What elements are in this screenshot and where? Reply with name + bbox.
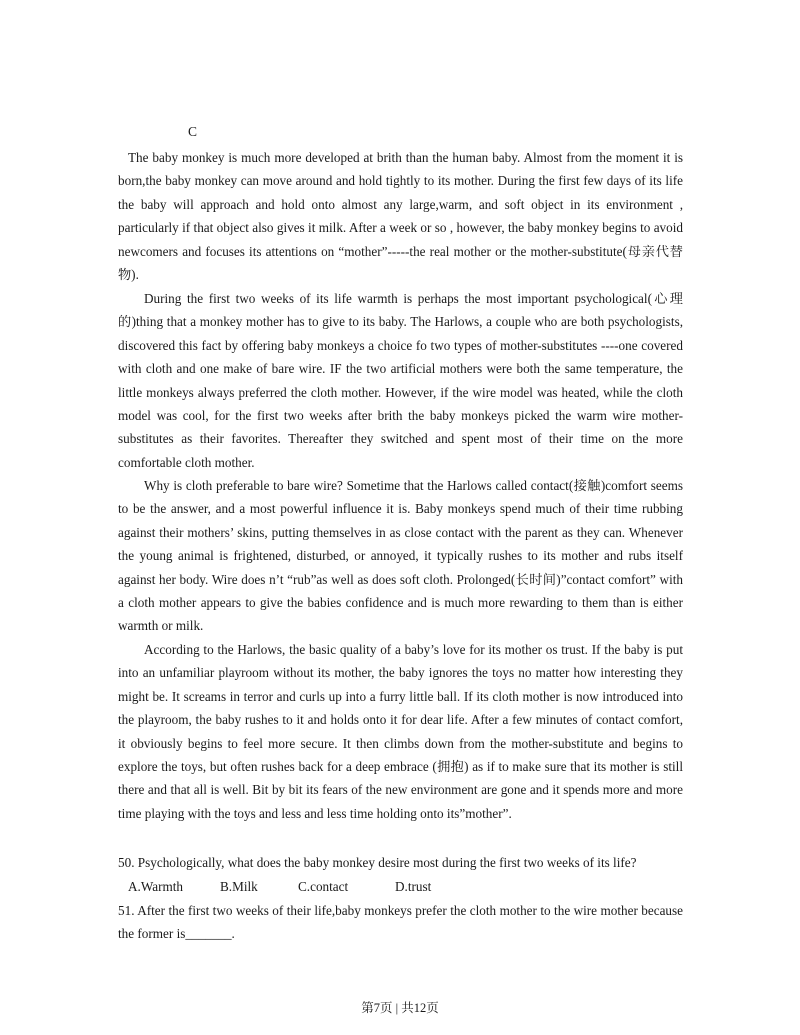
passage-paragraph-2: During the first two weeks of its life warmth is perhaps the most important psychological(心理的)thing that a monkey mother has to give to its baby. The Harlows, a couple who are both psychologists, discovered this fact by offering baby monkeys a choice fo two types of mother-substitutes ----one covered with cloth and one make of bare wire. IF the two artificial mothers were both the same temperature, the little monkeys always preferred the cloth mother. However, if the wire model was heated, while the cloth model was cool, for the first two weeks after brith the baby monkeys picked the warm wire mother-substitutes as their favorites. Thereafter they switched and spent most of their time on the more comfortable cloth mother. — [118, 291, 683, 470]
passage-paragraph-3: Why is cloth preferable to bare wire? Sometime that the Harlows called contact(接触)comfort seems to be the answer, and a most powerful influence it is. Baby monkeys spend much of their time rubbing against their mothers’ skins, putting themselves in as close contact with the parent as they can. Whenever the young animal is frightened, disturbed, or annoyed, it typically rushes to its mother and rubs itself against her body. Wire does n’t “rub”as well as does soft cloth. Prolonged(长时间)”contact comfort” with a cloth mother appears to give the babies confidence and is much more rewarding to them than is either warmth or milk. — [118, 478, 683, 634]
page-footer: 第7页 | 共12页 — [361, 1001, 439, 1015]
option-a: A.Warmth — [128, 879, 183, 894]
option-b: B.Milk — [220, 879, 258, 894]
question-51: 51. After the first two weeks of their life,baby monkeys prefer the cloth mother to the wire mother because the former is_______. — [118, 903, 683, 942]
section-letter: C — [188, 124, 198, 139]
option-c: C.contact — [298, 879, 349, 894]
question-50: 50. Psychologically, what does the baby monkey desire most during the first two weeks of its life? — [118, 855, 637, 870]
option-d: D.trust — [395, 879, 432, 894]
passage-paragraph-4: According to the Harlows, the basic quality of a baby’s love for its mother os trust. If the baby is put into an unfamiliar playroom without its mother, the baby ignores the toys no matter how interesting they might be. It screams in terror and curls up into a furry little ball. If its cloth mother is now introduced into the playroom, the baby rushes to it and holds onto it for dear life. After a few minutes of contact comfort, it obviously begins to feel more secure. It then climbs down from the mother-substitute and begins to explore the toys, but often rushes back for a deep embrace (拥抱) as if to make sure that its mother is still there and that all is well. Bit by bit its fears of the new environment are gone and it spends more and more time playing with the toys and less and less time holding onto its”mother”. — [118, 642, 683, 821]
passage-paragraph-1: The baby monkey is much more developed at brith than the human baby. Almost from the moment it is born,the baby monkey can move around and hold tightly to its mother. During the first few days of its life the baby will approach and hold onto almost any large,warm, and soft object in its environment , particularly if that object also gives it milk. After a week or so , however, the baby monkey begins to avoid newcomers and focuses its attentions on “mother”-----the real mother or the mother-substitute(母亲代替物). — [118, 150, 683, 283]
